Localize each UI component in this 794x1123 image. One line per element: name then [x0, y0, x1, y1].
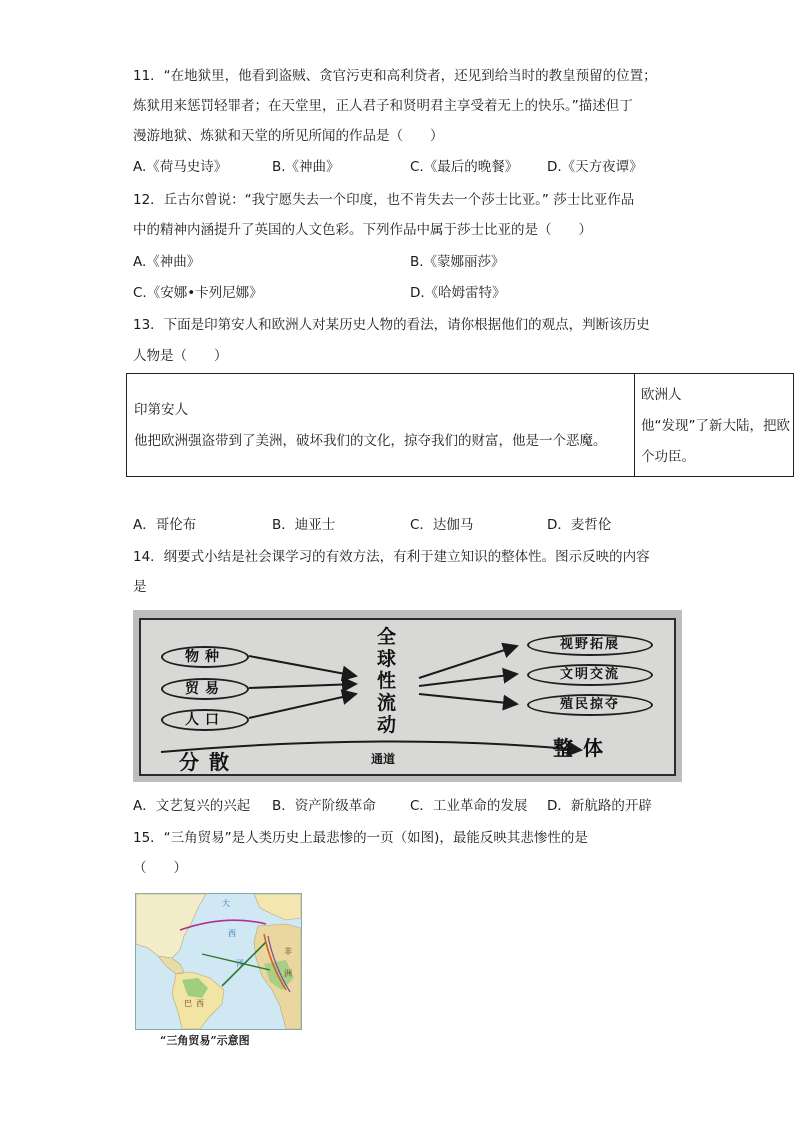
q14-diagram: [133, 610, 682, 782]
map-label-2: 西: [228, 929, 236, 938]
q11-option-d: D.《天方夜谭》: [547, 159, 643, 175]
diagram-item-trade: 贸易: [161, 678, 249, 700]
q12-option-c: C.《安娜•卡列尼娜》: [133, 285, 263, 301]
q13-line-1: 13．下面是印第安人和欧洲人对某历史人物的看法，请你根据他们的观点，判断该历史: [133, 317, 650, 333]
q11-option-a: A.《荷马史诗》: [133, 159, 228, 175]
diagram-center-char-5: 动: [377, 714, 397, 736]
diagram-item-horizons: 视野拓展: [527, 634, 653, 656]
q11-option-b: B.《神曲》: [272, 159, 340, 175]
q13-option-d: D．麦哲伦: [547, 517, 612, 533]
map-label-3: 洋: [236, 959, 244, 968]
map-graphic: [136, 894, 301, 1029]
diagram-label-channel: 通道: [371, 752, 396, 766]
table-cell-indian-text: 他把欧洲强盗带到了美洲，破坏我们的文化，掠夺我们的财富，他是一个恶魔。: [134, 433, 607, 449]
map-label-1: 大: [222, 899, 230, 908]
q14-option-a: A．文艺复兴的兴起: [133, 798, 251, 814]
q14-line-2: 是: [133, 579, 147, 595]
q15-map: [135, 893, 302, 1030]
diagram-center-char-1: 全: [377, 626, 397, 648]
map-caption: “三角贸易”示意图: [160, 1034, 250, 1047]
map-label-6: 巴: [184, 999, 192, 1008]
table-cell-european-line-1: 他“发现”了新大陆，把欧: [641, 418, 790, 434]
q13-option-c: C．达伽马: [410, 517, 474, 533]
q12-line-2: 中的精神内涵提升了英国的人文色彩。下列作品中属于莎士比亚的是（ ）: [133, 222, 592, 238]
diagram-center-char-3: 性: [377, 670, 397, 692]
table-cell-indian-head: 印第安人: [134, 402, 188, 418]
q13-option-a: A．哥伦布: [133, 517, 197, 533]
map-label-4: 非: [284, 947, 292, 956]
diagram-item-population: 人口: [161, 709, 249, 731]
table-cell-european-head: 欧洲人: [641, 387, 682, 403]
q14-option-d: D．新航路的开辟: [547, 798, 652, 814]
q11-option-c: C.《最后的晚餐》: [410, 159, 519, 175]
diagram-center-char-2: 球: [377, 648, 397, 670]
q14-option-c: C．工业革命的发展: [410, 798, 528, 814]
q12-line-1: 12．丘古尔曾说：“我宁愿失去一个印度，也不肯失去一个莎士比亚。” 莎士比亚作品: [133, 192, 635, 208]
diagram-label-dispersed: 分散: [179, 750, 239, 774]
q13-table: [126, 373, 794, 477]
q14-option-b: B．资产阶级革命: [272, 798, 376, 814]
diagram-center-char-4: 流: [377, 692, 397, 714]
q12-option-a: A.《神曲》: [133, 254, 201, 270]
q14-line-1: 14．纲要式小结是社会课学习的有效方法，有利于建立知识的整体性。图示反映的内容: [133, 549, 650, 565]
diagram-label-whole: 整体: [553, 736, 613, 760]
map-label-7: 西: [196, 999, 204, 1008]
q13-line-2: 人物是（ ）: [133, 348, 228, 364]
diagram-item-species: 物种: [161, 646, 249, 668]
diagram-item-plunder: 殖民掠夺: [527, 694, 653, 716]
q11-line-2: 炼狱用来惩罚轻罪者；在天堂里，正人君子和贤明君主享受着无上的快乐。”描述但丁: [133, 98, 633, 114]
diagram-item-civilization: 文明交流: [527, 664, 653, 686]
q12-option-d: D.《哈姆雷特》: [410, 285, 506, 301]
q15-line-2: （ ）: [133, 860, 187, 876]
q13-option-b: B．迪亚士: [272, 517, 336, 533]
table-divider: [634, 374, 635, 476]
table-cell-european-line-2: 个功臣。: [641, 449, 695, 465]
diagram-frame: [139, 618, 676, 776]
q11-line-1: 11．“在地狱里，他看到盗贼、贪官污吏和高利贷者，还见到给当时的教皇预留的位置；: [133, 68, 657, 84]
q12-option-b: B.《蒙娜丽莎》: [410, 254, 505, 270]
map-label-5: 洲: [284, 969, 292, 978]
q11-line-3: 漫游地狱、炼狱和天堂的所见所闻的作品是（ ）: [133, 128, 444, 144]
q15-line-1: 15．“三角贸易”是人类历史上最悲惨的一页（如图)，最能反映其悲惨性的是: [133, 830, 588, 846]
